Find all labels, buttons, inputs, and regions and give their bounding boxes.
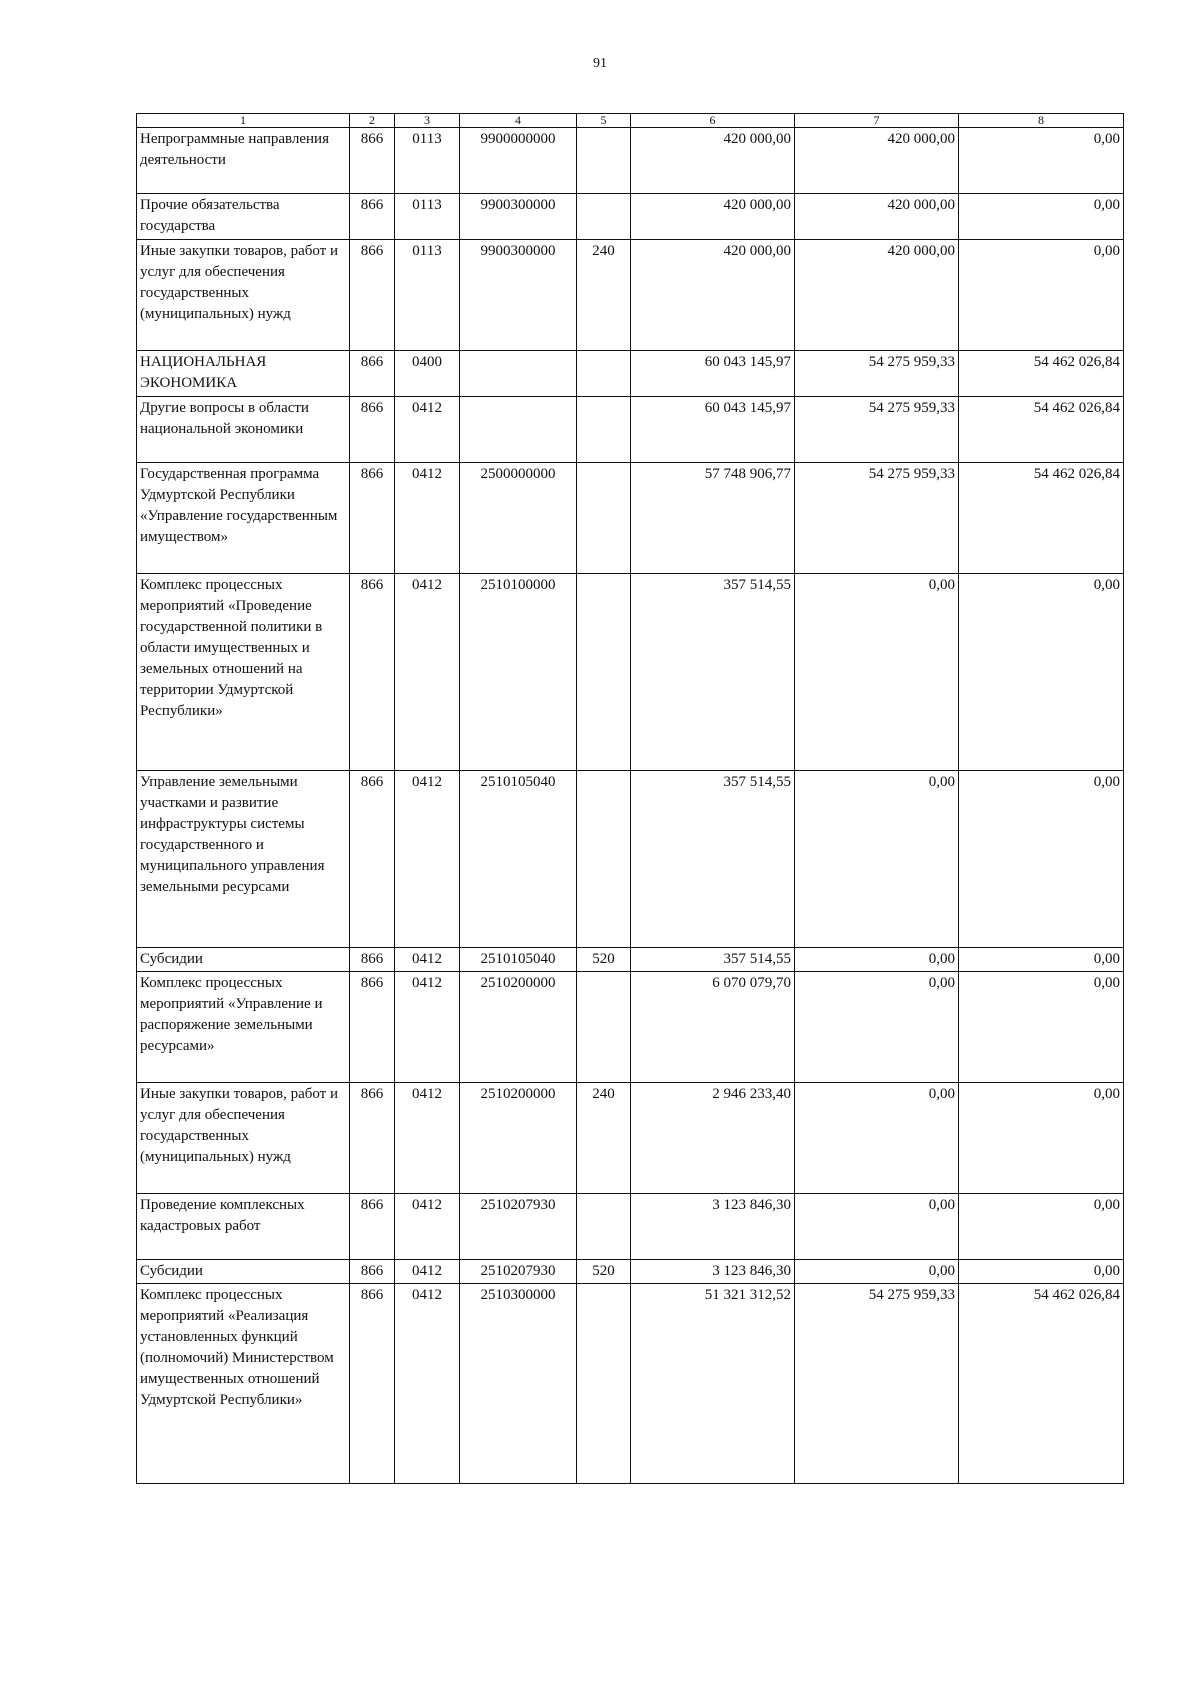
cell-ved: 866 bbox=[350, 397, 395, 463]
cell-target: 2510105040 bbox=[460, 771, 577, 948]
cell-sum-2: 54 275 959,33 bbox=[795, 397, 959, 463]
cell-sum-1: 57 748 906,77 bbox=[631, 463, 795, 574]
cell-vr: 520 bbox=[577, 948, 631, 972]
cell-vr bbox=[577, 1194, 631, 1260]
cell-sum-3: 54 462 026,84 bbox=[959, 351, 1124, 397]
cell-target: 2500000000 bbox=[460, 463, 577, 574]
cell-sum-2: 0,00 bbox=[795, 1194, 959, 1260]
cell-sum-3: 54 462 026,84 bbox=[959, 463, 1124, 574]
cell-name: Иные закупки товаров, работ и услуг для обеспечения государственных (муниципальных) нужд bbox=[137, 240, 350, 351]
cell-section: 0412 bbox=[395, 771, 460, 948]
cell-sum-2: 0,00 bbox=[795, 948, 959, 972]
col-header-1: 1 bbox=[137, 114, 350, 128]
table-row bbox=[137, 1083, 1124, 1194]
cell-target: 9900000000 bbox=[460, 128, 577, 194]
cell-sum-3: 0,00 bbox=[959, 240, 1124, 351]
cell-sum-3: 0,00 bbox=[959, 1083, 1124, 1194]
cell-sum-1: 357 514,55 bbox=[631, 771, 795, 948]
cell-ved: 866 bbox=[350, 948, 395, 972]
cell-sum-2: 54 275 959,33 bbox=[795, 1284, 959, 1484]
cell-sum-3: 0,00 bbox=[959, 194, 1124, 240]
page-number: 91 bbox=[593, 56, 607, 71]
cell-sum-1: 420 000,00 bbox=[631, 194, 795, 240]
cell-ved: 866 bbox=[350, 240, 395, 351]
cell-target: 9900300000 bbox=[460, 194, 577, 240]
cell-sum-1: 51 321 312,52 bbox=[631, 1284, 795, 1484]
cell-sum-2: 420 000,00 bbox=[795, 194, 959, 240]
cell-sum-2: 0,00 bbox=[795, 1083, 959, 1194]
table-row bbox=[137, 574, 1124, 771]
cell-ved: 866 bbox=[350, 1260, 395, 1284]
cell-target: 2510207930 bbox=[460, 1260, 577, 1284]
cell-section: 0412 bbox=[395, 1284, 460, 1484]
cell-sum-1: 3 123 846,30 bbox=[631, 1260, 795, 1284]
cell-section: 0412 bbox=[395, 972, 460, 1083]
cell-name: Проведение комплексных кадастровых работ bbox=[137, 1194, 350, 1260]
cell-target: 2510100000 bbox=[460, 574, 577, 771]
cell-vr bbox=[577, 771, 631, 948]
cell-vr bbox=[577, 128, 631, 194]
cell-name: Комплекс процессных мероприятий «Реализация установленных функций (полномочий) Министерством имущественных отношений Удмуртской Республики» bbox=[137, 1284, 350, 1484]
cell-vr: 240 bbox=[577, 240, 631, 351]
cell-name: Комплекс процессных мероприятий «Проведение государственной политики в области имущественных и земельных отношений на территории Удмуртской Республики» bbox=[137, 574, 350, 771]
cell-sum-3: 0,00 bbox=[959, 1260, 1124, 1284]
col-header-6: 6 bbox=[631, 114, 795, 128]
cell-ved: 866 bbox=[350, 128, 395, 194]
cell-sum-2: 420 000,00 bbox=[795, 240, 959, 351]
cell-name: Непрограммные направления деятельности bbox=[137, 128, 350, 194]
cell-section: 0400 bbox=[395, 351, 460, 397]
table-row bbox=[137, 1194, 1124, 1260]
cell-section: 0412 bbox=[395, 1083, 460, 1194]
table-row bbox=[137, 463, 1124, 574]
table-row bbox=[137, 397, 1124, 463]
cell-sum-2: 420 000,00 bbox=[795, 128, 959, 194]
cell-vr bbox=[577, 1284, 631, 1484]
cell-sum-3: 0,00 bbox=[959, 128, 1124, 194]
cell-section: 0412 bbox=[395, 574, 460, 771]
cell-vr bbox=[577, 194, 631, 240]
cell-sum-3: 54 462 026,84 bbox=[959, 1284, 1124, 1484]
cell-section: 0412 bbox=[395, 1260, 460, 1284]
cell-section: 0113 bbox=[395, 194, 460, 240]
cell-target bbox=[460, 351, 577, 397]
cell-sum-1: 3 123 846,30 bbox=[631, 1194, 795, 1260]
table-row bbox=[137, 1260, 1124, 1284]
cell-vr bbox=[577, 972, 631, 1083]
table-row bbox=[137, 771, 1124, 948]
col-header-3: 3 bbox=[395, 114, 460, 128]
cell-sum-1: 60 043 145,97 bbox=[631, 351, 795, 397]
cell-sum-1: 420 000,00 bbox=[631, 240, 795, 351]
cell-ved: 866 bbox=[350, 1284, 395, 1484]
cell-name: Субсидии bbox=[137, 1260, 350, 1284]
cell-target: 2510105040 bbox=[460, 948, 577, 972]
cell-sum-3: 0,00 bbox=[959, 771, 1124, 948]
table-body bbox=[137, 128, 1124, 1484]
cell-target: 2510300000 bbox=[460, 1284, 577, 1484]
cell-sum-2: 0,00 bbox=[795, 972, 959, 1083]
table-row bbox=[137, 972, 1124, 1083]
table-row bbox=[137, 351, 1124, 397]
cell-target: 2510200000 bbox=[460, 1083, 577, 1194]
cell-name: НАЦИОНАЛЬНАЯ ЭКОНОМИКА bbox=[137, 351, 350, 397]
cell-vr bbox=[577, 463, 631, 574]
cell-sum-2: 54 275 959,33 bbox=[795, 351, 959, 397]
cell-name: Управление земельными участками и развитие инфраструктуры системы государственного и муниципального управления земельными ресурсами bbox=[137, 771, 350, 948]
col-header-5: 5 bbox=[577, 114, 631, 128]
cell-ved: 866 bbox=[350, 463, 395, 574]
col-header-8: 8 bbox=[959, 114, 1124, 128]
cell-vr: 240 bbox=[577, 1083, 631, 1194]
cell-sum-3: 0,00 bbox=[959, 574, 1124, 771]
table-row bbox=[137, 240, 1124, 351]
cell-target: 9900300000 bbox=[460, 240, 577, 351]
cell-vr: 520 bbox=[577, 1260, 631, 1284]
col-header-4: 4 bbox=[460, 114, 577, 128]
cell-ved: 866 bbox=[350, 574, 395, 771]
cell-name: Прочие обязательства государства bbox=[137, 194, 350, 240]
cell-vr bbox=[577, 397, 631, 463]
cell-sum-1: 60 043 145,97 bbox=[631, 397, 795, 463]
cell-ved: 866 bbox=[350, 771, 395, 948]
cell-sum-1: 6 070 079,70 bbox=[631, 972, 795, 1083]
cell-target: 2510200000 bbox=[460, 972, 577, 1083]
cell-sum-1: 357 514,55 bbox=[631, 574, 795, 771]
cell-ved: 866 bbox=[350, 194, 395, 240]
col-header-7: 7 bbox=[795, 114, 959, 128]
cell-name: Субсидии bbox=[137, 948, 350, 972]
cell-name: Иные закупки товаров, работ и услуг для обеспечения государственных (муниципальных) нужд bbox=[137, 1083, 350, 1194]
cell-section: 0412 bbox=[395, 463, 460, 574]
cell-sum-2: 0,00 bbox=[795, 1260, 959, 1284]
cell-section: 0113 bbox=[395, 240, 460, 351]
table-row bbox=[137, 948, 1124, 972]
cell-section: 0412 bbox=[395, 397, 460, 463]
cell-ved: 866 bbox=[350, 1194, 395, 1260]
cell-sum-3: 0,00 bbox=[959, 972, 1124, 1083]
cell-vr bbox=[577, 351, 631, 397]
cell-sum-3: 54 462 026,84 bbox=[959, 397, 1124, 463]
budget-table bbox=[136, 113, 1124, 1484]
cell-ved: 866 bbox=[350, 972, 395, 1083]
table-row bbox=[137, 1284, 1124, 1484]
cell-ved: 866 bbox=[350, 351, 395, 397]
table-row bbox=[137, 128, 1124, 194]
cell-target bbox=[460, 397, 577, 463]
cell-sum-1: 2 946 233,40 bbox=[631, 1083, 795, 1194]
cell-sum-2: 54 275 959,33 bbox=[795, 463, 959, 574]
cell-sum-1: 357 514,55 bbox=[631, 948, 795, 972]
table-row bbox=[137, 194, 1124, 240]
cell-name: Комплекс процессных мероприятий «Управление и распоряжение земельными ресурсами» bbox=[137, 972, 350, 1083]
cell-sum-2: 0,00 bbox=[795, 771, 959, 948]
cell-name: Другие вопросы в области национальной экономики bbox=[137, 397, 350, 463]
cell-section: 0113 bbox=[395, 128, 460, 194]
cell-sum-3: 0,00 bbox=[959, 948, 1124, 972]
header-row bbox=[137, 114, 1124, 128]
cell-vr bbox=[577, 574, 631, 771]
cell-section: 0412 bbox=[395, 1194, 460, 1260]
col-header-2: 2 bbox=[350, 114, 395, 128]
cell-target: 2510207930 bbox=[460, 1194, 577, 1260]
cell-ved: 866 bbox=[350, 1083, 395, 1194]
cell-name: Государственная программа Удмуртской Республики «Управление государственным имуществом» bbox=[137, 463, 350, 574]
cell-section: 0412 bbox=[395, 948, 460, 972]
cell-sum-3: 0,00 bbox=[959, 1194, 1124, 1260]
cell-sum-2: 0,00 bbox=[795, 574, 959, 771]
cell-sum-1: 420 000,00 bbox=[631, 128, 795, 194]
